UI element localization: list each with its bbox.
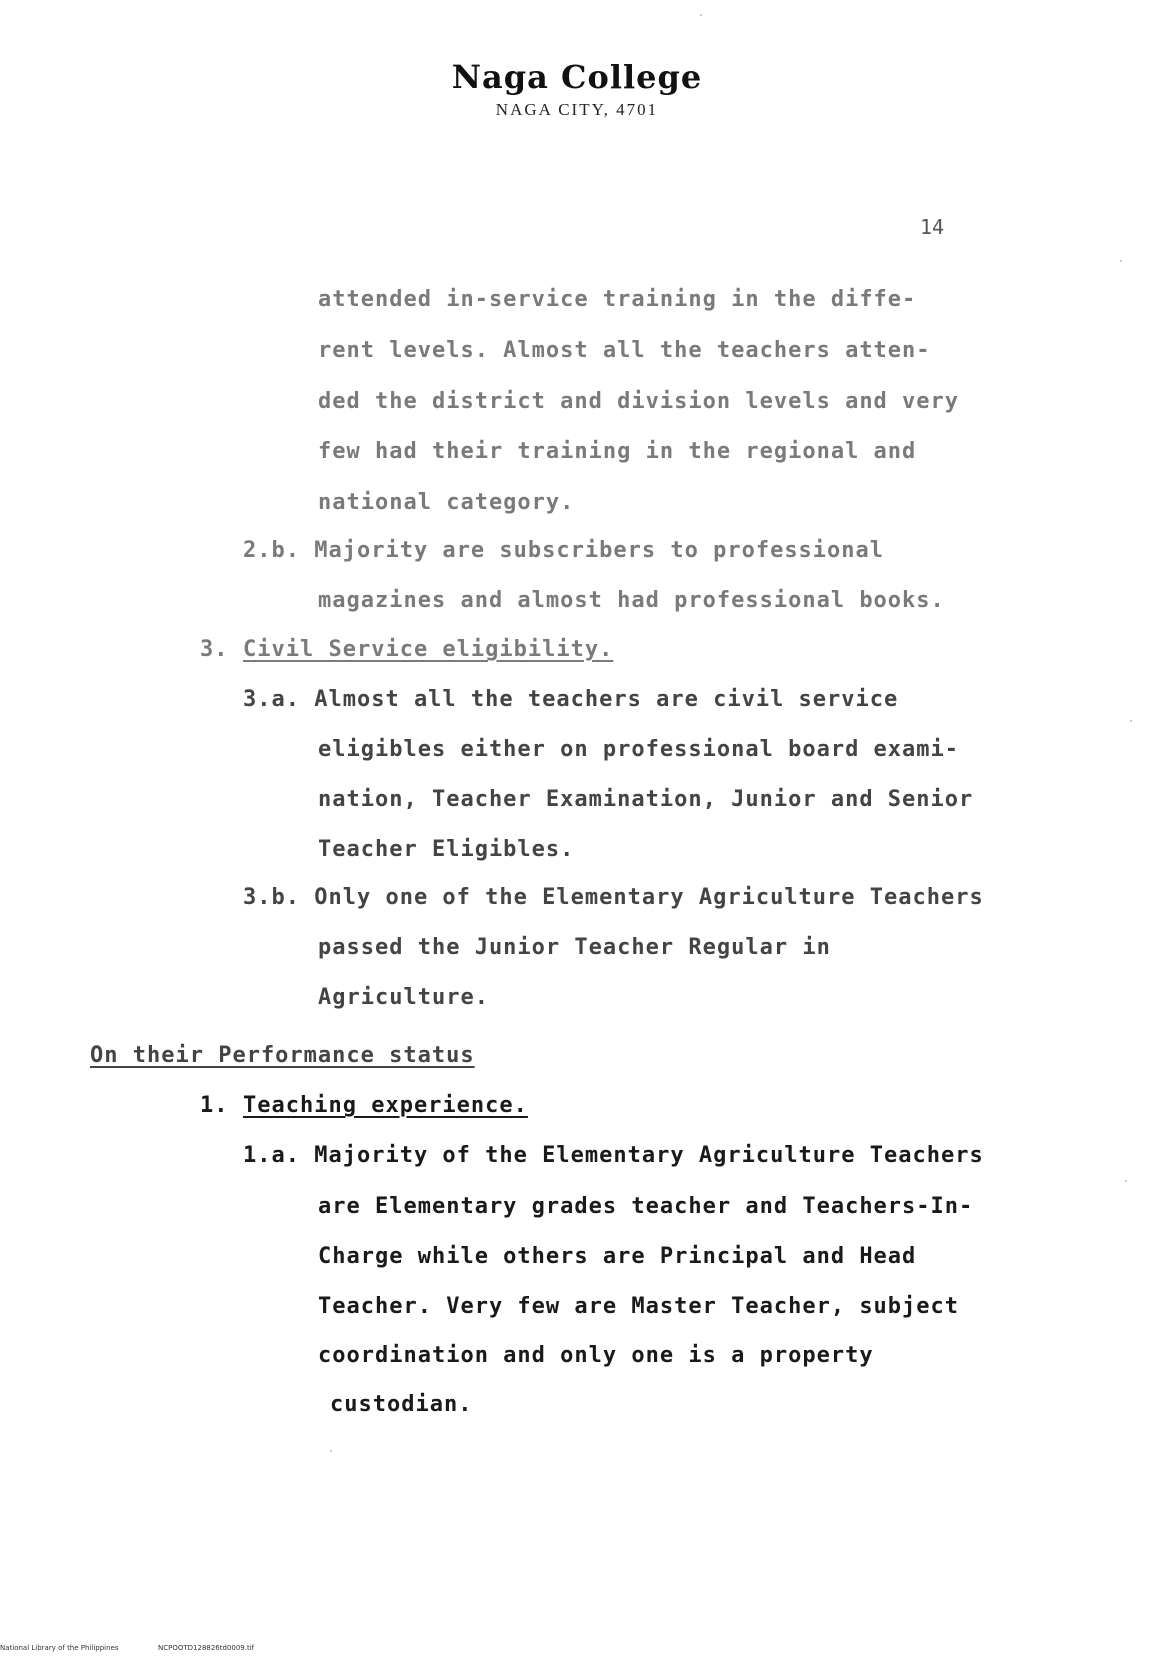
item-2b-line: 2.b. Majority are subscribers to professional — [243, 538, 885, 563]
body-line: are Elementary grades teacher and Teachers-In- — [318, 1194, 974, 1219]
page-number: 14 — [920, 215, 945, 239]
item-1a-line: 1.a. Majority of the Elementary Agriculture Teachers — [243, 1143, 984, 1168]
scan-speck — [1120, 260, 1122, 262]
scan-speck — [1125, 1180, 1127, 1182]
body-line: Charge while others are Principal and Head — [318, 1244, 917, 1269]
body-line: attended in-service training in the diffe- — [318, 287, 917, 312]
footer-code: NCPOOTD128826td0009.tif — [158, 1644, 255, 1652]
body-line: Teacher. Very few are Master Teacher, subject — [318, 1294, 960, 1319]
body-line: ded the district and division levels and very — [318, 389, 960, 414]
scan-speck — [700, 14, 702, 16]
body-line: eligibles either on professional board exami- — [318, 737, 960, 762]
body-line: nation, Teacher Examination, Junior and Senior — [318, 787, 974, 812]
letterhead-name: Naga College — [451, 58, 703, 96]
item-3-number: 3. — [200, 637, 229, 662]
body-line: coordination and only one is a property — [318, 1343, 874, 1368]
item-3-heading: Civil Service eligibility. — [243, 637, 614, 662]
footer-library: National Library of the Philippines — [0, 1644, 119, 1652]
item-3b-line: 3.b. Only one of the Elementary Agriculture Teachers — [243, 885, 984, 910]
item-1-number: 1. — [200, 1093, 229, 1118]
scan-speck — [330, 1450, 332, 1452]
item-1-heading: Teaching experience. — [243, 1093, 528, 1118]
body-line: Agriculture. — [318, 985, 489, 1010]
section-heading: On their Performance status — [90, 1043, 475, 1068]
item-3a-line: 3.a. Almost all the teachers are civil service — [243, 687, 899, 712]
scan-speck — [1130, 720, 1132, 722]
body-line: magazines and almost had professional books. — [318, 588, 945, 613]
body-line: custodian. — [330, 1392, 473, 1417]
letterhead-city: NAGA CITY, 4701 — [495, 100, 659, 119]
body-line: national category. — [318, 490, 575, 515]
body-line: Teacher Eligibles. — [318, 837, 575, 862]
body-line: passed the Junior Teacher Regular in — [318, 935, 831, 960]
body-line: rent levels. Almost all the teachers atten- — [318, 338, 931, 363]
body-line: few had their training in the regional and — [318, 439, 917, 464]
